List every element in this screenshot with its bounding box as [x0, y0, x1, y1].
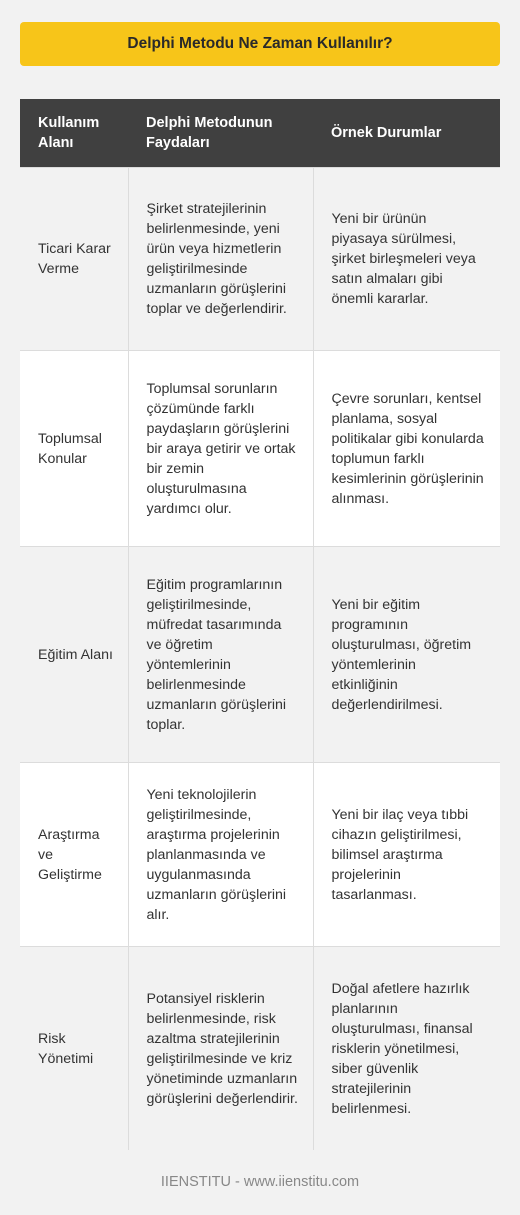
cell-usage-area: Ticari Karar Verme — [20, 168, 128, 351]
table-row — [20, 168, 500, 351]
cell-examples: Doğal afetlere hazırlık planlarının oluşturulması, finansal risklerin yönetilmesi, siber güvenlik stratejilerinin belirlenmesi. — [313, 947, 500, 1151]
cell-examples: Çevre sorunları, kentsel planlama, sosyal politikalar gibi konularda toplumun farklı kesimlerinin görüşlerinin alınması. — [313, 351, 500, 547]
cell-usage-area: Eğitim Alanı — [20, 547, 128, 763]
cell-examples: Yeni bir eğitim programının oluşturulması, öğretim yöntemlerinin etkinliğinin değerlendirilmesi. — [313, 547, 500, 763]
table-header-row — [20, 99, 500, 168]
table-row — [20, 351, 500, 547]
header-usage-area: Kullanım Alanı — [20, 99, 128, 168]
page-title: Delphi Metodu Ne Zaman Kullanılır? — [127, 35, 393, 52]
table-row — [20, 763, 500, 947]
table-row — [20, 947, 500, 1151]
header-benefits: Delphi Metodunun Faydaları — [128, 99, 313, 168]
cell-benefits: Toplumsal sorunların çözümünde farklı paydaşların görüşlerini bir araya getirir ve ortak bir zemin oluşturulmasına yardımcı olur. — [128, 351, 313, 547]
header-examples: Örnek Durumlar — [313, 99, 500, 168]
cell-examples: Yeni bir ürünün piyasaya sürülmesi, şirket birleşmeleri veya satın almaları gibi önemli kararlar. — [313, 168, 500, 351]
cell-benefits: Şirket stratejilerinin belirlenmesinde, yeni ürün veya hizmetlerin geliştirilmesinde uzmanların görüşlerini toplar ve değerlendirir. — [128, 168, 313, 351]
cell-examples: Yeni bir ilaç veya tıbbi cihazın geliştirilmesi, bilimsel araştırma projelerinin tasarlanması. — [313, 763, 500, 947]
delphi-usage-table — [20, 99, 500, 1150]
cell-benefits: Potansiyel risklerin belirlenmesinde, risk azaltma stratejilerinin geliştirilmesinde ve kriz yönetiminde uzmanların görüşlerini değerlendirir. — [128, 947, 313, 1151]
cell-benefits: Yeni teknolojilerin geliştirilmesinde, araştırma projelerinin planlanmasında ve uygulanmasında uzmanların görüşlerini alır. — [128, 763, 313, 947]
cell-benefits: Eğitim programlarının geliştirilmesinde, müfredat tasarımında ve öğretim yöntemlerinin belirlenmesinde uzmanların görüşlerini toplar. — [128, 547, 313, 763]
cell-usage-area: Risk Yönetimi — [20, 947, 128, 1151]
cell-usage-area: Araştırma ve Geliştirme — [20, 763, 128, 947]
footer-credit: IIENSTITU - www.iienstitu.com — [160, 1174, 360, 1190]
table-row — [20, 547, 500, 763]
cell-usage-area: Toplumsal Konular — [20, 351, 128, 547]
title-banner — [20, 22, 500, 66]
